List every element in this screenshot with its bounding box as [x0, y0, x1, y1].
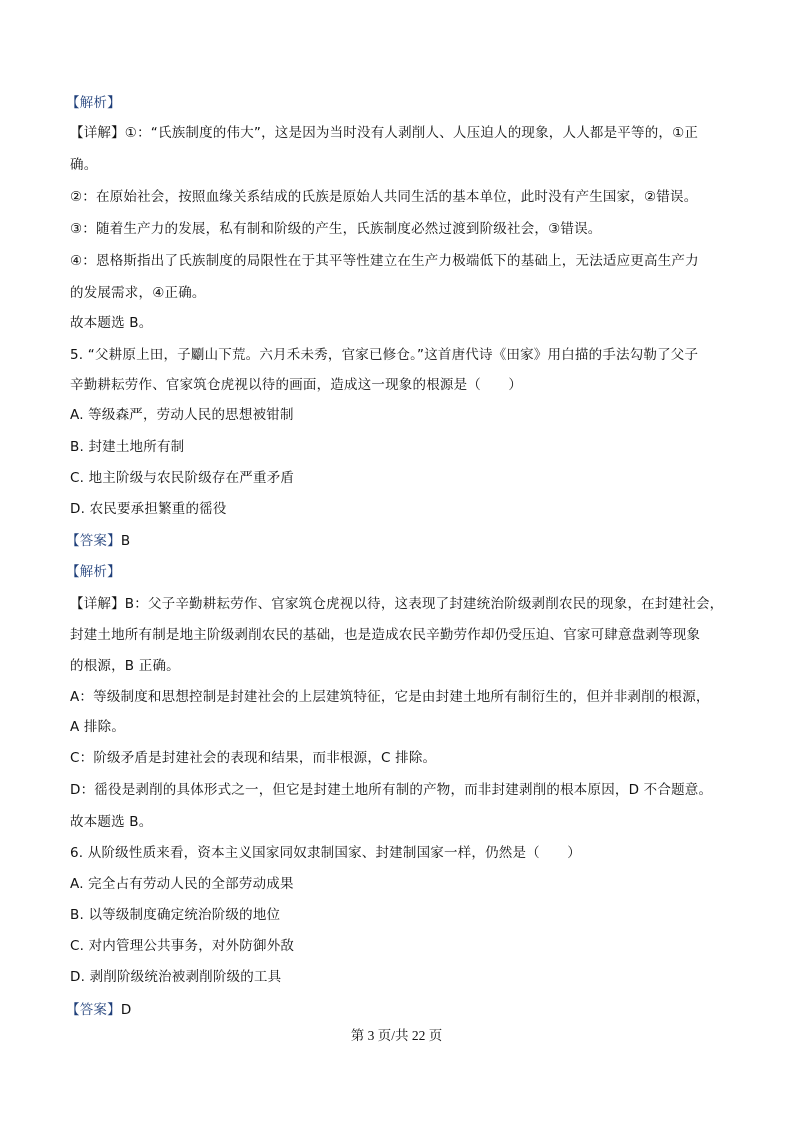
- text-line: [66, 1001, 131, 1019]
- line-text: C. 地主阶级与农民阶级存在严重矛盾: [70, 470, 295, 486]
- text-line: [70, 781, 712, 799]
- text-line: [70, 906, 280, 924]
- line-text: 【详解】B：父子辛勤耕耘劳作、官家筑仓虎视以待，这表现了封建统治阶级剥削农民的现象，在封建社会，: [70, 596, 724, 612]
- line-text: C. 对内管理公共事务，对外防御外敌: [70, 938, 295, 954]
- line-text: B. 以等级制度确定统治阶级的地位: [70, 907, 281, 923]
- line-text: D. 剥削阶级统治被剥削阶级的工具: [70, 969, 282, 985]
- section-label: 【答案】: [66, 1002, 121, 1018]
- text-line: [70, 844, 581, 862]
- line-text: 封建土地所有制是地主阶级剥削农民的基础，也是造成农民辛勤劳作却仍受压迫、官家可肆意盘剥等现象: [70, 627, 701, 643]
- text-line: [70, 284, 206, 302]
- text-line: [70, 626, 700, 644]
- line-text: 5. “父耕原上田，子劚山下荒。六月禾未秀，官家已修仓。”这首唐代诗《田家》用白描的手法勾勒了父子: [70, 347, 699, 363]
- text-line: [70, 156, 97, 174]
- line-text: ④：恩格斯指出了氏族制度的局限性在于其平等性建立在生产力极端低下的基础上，无法适应更高生产力: [70, 253, 699, 269]
- text-line: [66, 94, 121, 112]
- line-text: B. 封建土地所有制: [70, 439, 185, 455]
- text-line: [70, 749, 436, 767]
- line-text: ②：在原始社会，按照血缘关系结成的氏族是原始人共同生活的基本单位，此时没有产生国家，②错误。: [70, 189, 698, 205]
- text-line: [70, 124, 698, 142]
- line-text: 6. 从阶级性质来看，资本主义国家同奴隶制国家、封建制国家一样，仍然是（ ）: [70, 845, 581, 861]
- line-text: 【详解】①：“氏族制度的伟大”，这是因为当时没有人剥削人、人压迫人的现象，人人都是平等的，①正: [70, 125, 699, 141]
- text-line: [70, 813, 152, 831]
- line-text: 的根源，B 正确。: [70, 658, 180, 674]
- text-line: [70, 438, 184, 456]
- line-text: A. 完全占有劳动人民的全部劳动成果: [70, 876, 294, 892]
- line-text: A. 等级森严，劳动人民的思想被钳制: [70, 407, 294, 423]
- text-line: [70, 220, 602, 238]
- line-text: 辛勤耕耘劳作、官家筑仓虎视以待的画面，造成这一现象的根源是（ ）: [70, 377, 523, 393]
- text-line: [70, 469, 294, 487]
- text-line: [70, 688, 710, 706]
- text-line: [70, 937, 294, 955]
- section-label: 【解析】: [66, 95, 121, 111]
- line-text: ③：随着生产力的发展，私有制和阶级的产生，氏族制度必然过渡到阶级社会，③错误。: [70, 221, 602, 237]
- text-line: [70, 657, 180, 675]
- line-text: 故本题选 B。: [70, 315, 153, 331]
- line-text: A 排除。: [70, 719, 126, 735]
- text-line: [70, 595, 723, 613]
- line-text: 的发展需求，④正确。: [70, 285, 206, 301]
- text-line: [70, 500, 227, 518]
- text-line: [70, 188, 697, 206]
- text-line: [70, 875, 294, 893]
- text-line: [70, 346, 698, 364]
- text-line: [66, 532, 130, 550]
- line-text: B: [120, 533, 131, 549]
- section-label: 【答案】: [66, 533, 121, 549]
- text-line: [70, 406, 294, 424]
- section-label: 【解析】: [66, 564, 121, 580]
- text-line: [70, 376, 522, 394]
- text-line: [66, 563, 121, 581]
- line-text: C：阶级矛盾是封建社会的表现和结果，而非根源，C 排除。: [70, 750, 437, 766]
- line-text: D: [120, 1002, 132, 1018]
- text-line: [70, 968, 281, 986]
- text-line: [70, 252, 699, 270]
- text-line: [70, 718, 125, 736]
- page-footer: 第 3 页/共 22 页: [350, 1028, 443, 1043]
- line-text: D：徭役是剥削的具体形式之一，但它是封建土地所有制的产物，而非封建剥削的根本原因，D 不合题意。: [70, 782, 713, 798]
- line-text: 故本题选 B。: [70, 814, 153, 830]
- line-text: A：等级制度和思想控制是封建社会的上层建筑特征，它是由封建土地所有制衍生的，但并非剥削的根源，: [70, 689, 710, 705]
- text-line: [70, 314, 152, 332]
- line-text: D. 农民要承担繁重的徭役: [70, 501, 227, 517]
- line-text: 确。: [70, 157, 98, 173]
